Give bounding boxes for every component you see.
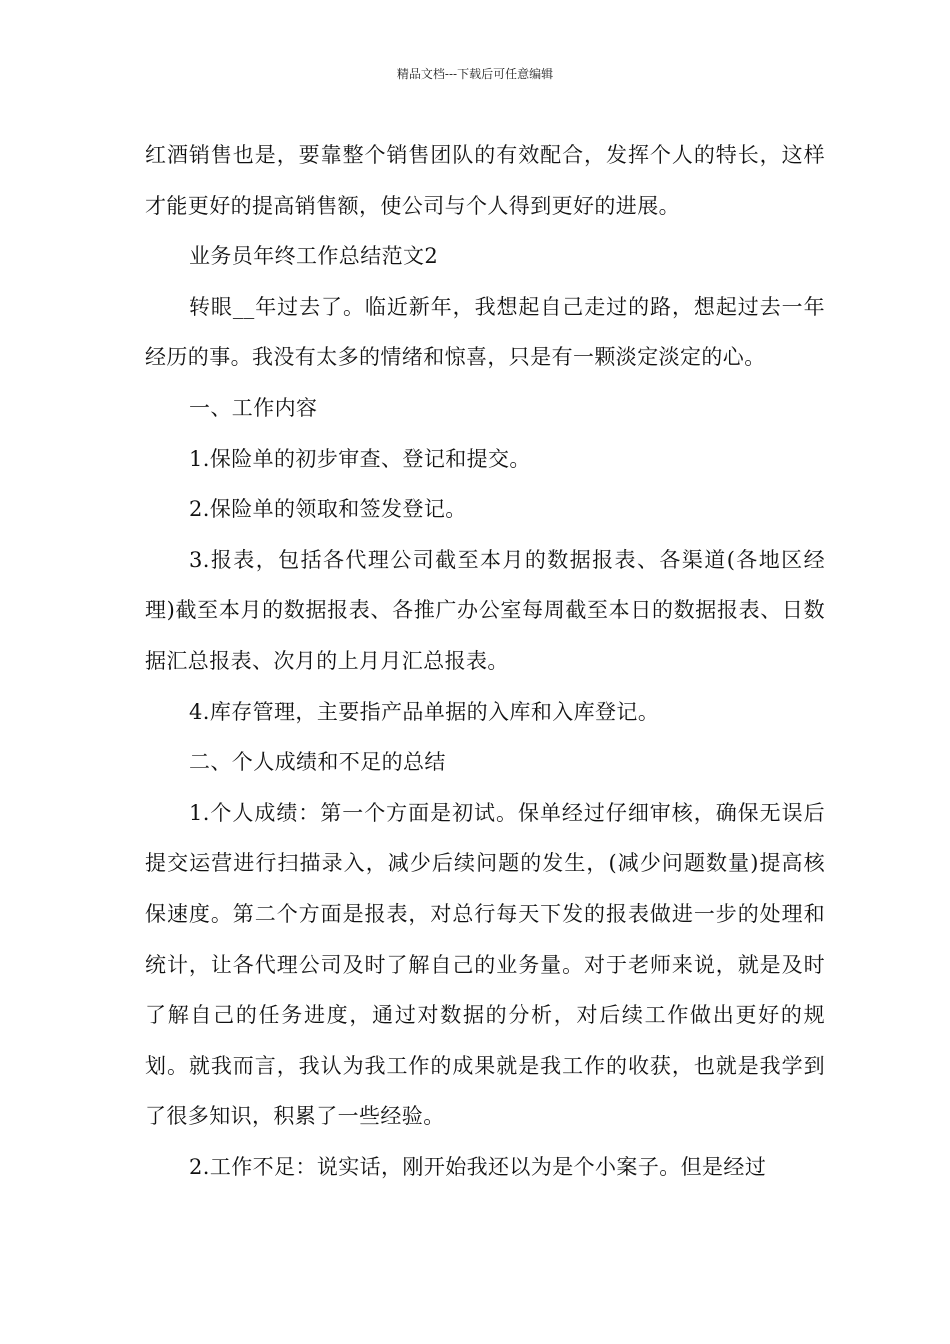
document-body [145, 130, 825, 1192]
list-item: 1.保险单的初步审查、登记和提交。 [189, 446, 531, 471]
paragraph: 转眼__年过去了。临近新年，我想起自己走过的路，想起过去一年经历的事。我没有太多的情绪和惊喜，只是有一颗淡定淡定的心。 [145, 294, 825, 370]
list-item: 2.保险单的领取和签发登记。 [189, 497, 467, 522]
section-title: 业务员年终工作总结范文2 [189, 244, 439, 269]
list-item: 2.工作不足：说实话，刚开始我还以为是个小案子。但是经过 [189, 1154, 767, 1179]
list-item: 1.个人成绩：第一个方面是初试。保单经过仔细审核，确保无误后提交运营进行扫描录入，减少后续问题的发生，(减少问题数量)提高核保速度。第二个方面是报表，对总行每天下发的报表做进一步的处理和统计，让各代理公司及时了解自己的业务量。对于老师来说，就是及时了解自己的任务进度，通过对数据的分析，对后续工作做出更好的规划。就我而言，我认为我工作的成果就是我工作的收获，也就是我学到了很多知识，积累了一些经验。 [145, 800, 825, 1129]
paragraph-continuation: 红酒销售也是，要靠整个销售团队的有效配合，发挥个人的特长，这样才能更好的提高销售额，使公司与个人得到更好的进展。 [145, 143, 825, 218]
list-item: 4.库存管理，主要指产品单据的入库和入库登记。 [189, 699, 660, 724]
section-heading: 一、工作内容 [189, 395, 318, 420]
list-item: 3.报表，包括各代理公司截至本月的数据报表、各渠道(各地区经理)截至本月的数据报表、各推广办公室每周截至本日的数据报表、日数据汇总报表、次月的上月月汇总报表。 [145, 547, 825, 673]
page-header: 精品文档---下载后可任意编辑 [396, 67, 554, 81]
section-heading: 二、个人成绩和不足的总结 [189, 750, 446, 775]
